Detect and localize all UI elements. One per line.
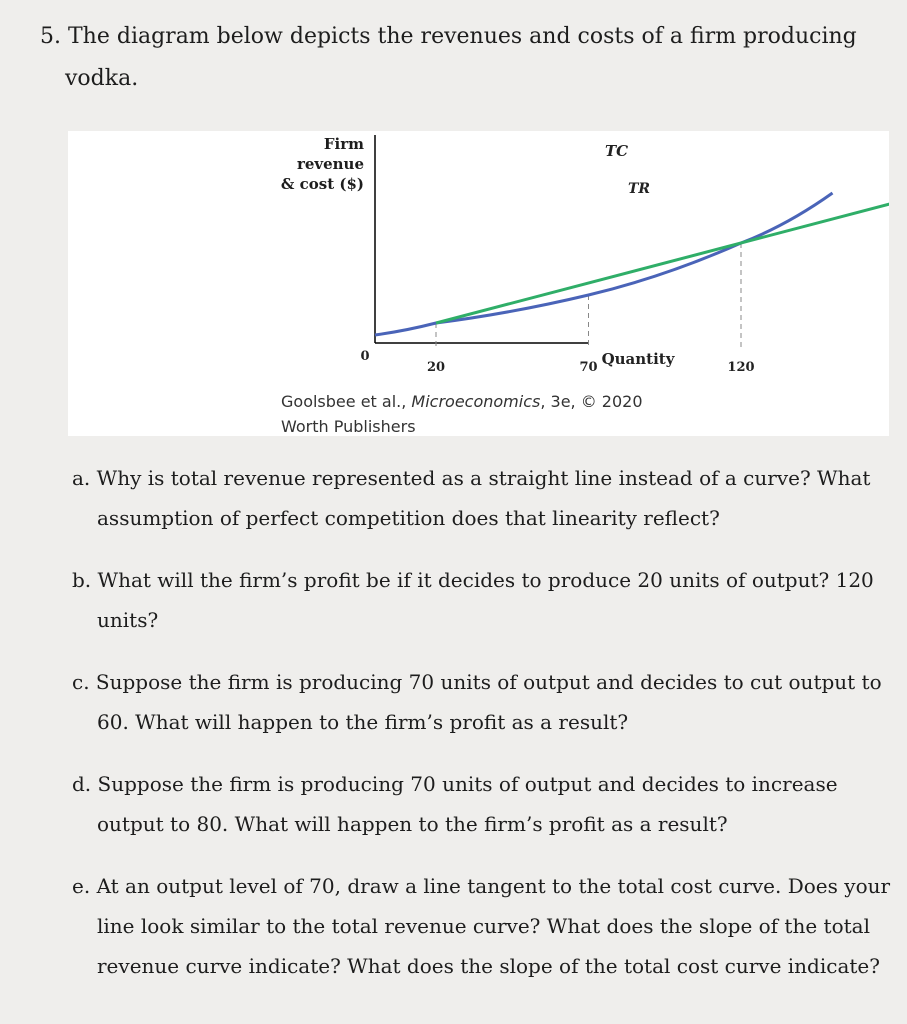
y-axis-label-line2: revenue [296, 155, 364, 173]
part-d [72, 764, 892, 844]
part-text: Why is total revenue represented as a straight line instead of a curve? What assumption of perfect competition does that linearity reflect? [96, 466, 871, 530]
question-number: 5. [40, 24, 61, 49]
question-title [40, 16, 870, 100]
part-label: c. [72, 670, 90, 694]
part-text: Suppose the firm is producing 70 units of output and decides to cut output to 60. What will happen to the firm’s profit as a result? [95, 670, 882, 734]
caption-authors: Goolsbee et al., [281, 392, 412, 411]
x-tick-label: 70 [579, 360, 598, 375]
part-a [72, 458, 892, 538]
x-tick-label: 20 [426, 360, 446, 375]
question-parts [72, 458, 892, 1008]
part-label: d. [72, 772, 92, 796]
x-tick-label: 120 [727, 360, 755, 375]
revenue-cost-chart [68, 131, 889, 391]
part-text: At an output level of 70, draw a line tangent to the total cost curve. Does your line look similar to the total revenue curve? What does the slope of the total revenue curve indicate? What does the slope of the total cost curve indicate? [96, 874, 891, 978]
caption-publisher: Worth Publishers [281, 417, 416, 436]
figure-caption [281, 389, 701, 439]
part-text: What will the firm’s profit be if it decides to produce 20 units of output? 120 units? [97, 568, 874, 632]
part-label: e. [72, 874, 91, 898]
figure-box [68, 131, 889, 436]
question-text-line2: vodka. [65, 66, 139, 91]
tc-label: TC [605, 142, 629, 160]
tr-label: TR [628, 181, 651, 197]
part-text: Suppose the firm is producing 70 units of output and decides to increase output to 80. What will happen to the firm’s profit as a result? [97, 772, 838, 836]
y-axis-label-line3: & cost ($) [280, 175, 364, 193]
part-b [72, 560, 892, 640]
series-tr-curve [436, 203, 889, 323]
caption-edition: , 3e, © 2020 [540, 392, 643, 411]
part-c [72, 662, 892, 742]
question-text-line1: The diagram below depicts the revenues and costs of a firm producing [68, 24, 857, 49]
part-label: b. [72, 568, 92, 592]
series-tc-curve [375, 193, 833, 335]
origin-label: 0 [360, 349, 370, 364]
caption-title: Microeconomics [411, 392, 541, 411]
y-axis-label-line1: Firm [323, 135, 364, 153]
part-label: a. [72, 466, 91, 490]
x-axis-label: Quantity [601, 350, 675, 368]
part-e [72, 866, 892, 986]
